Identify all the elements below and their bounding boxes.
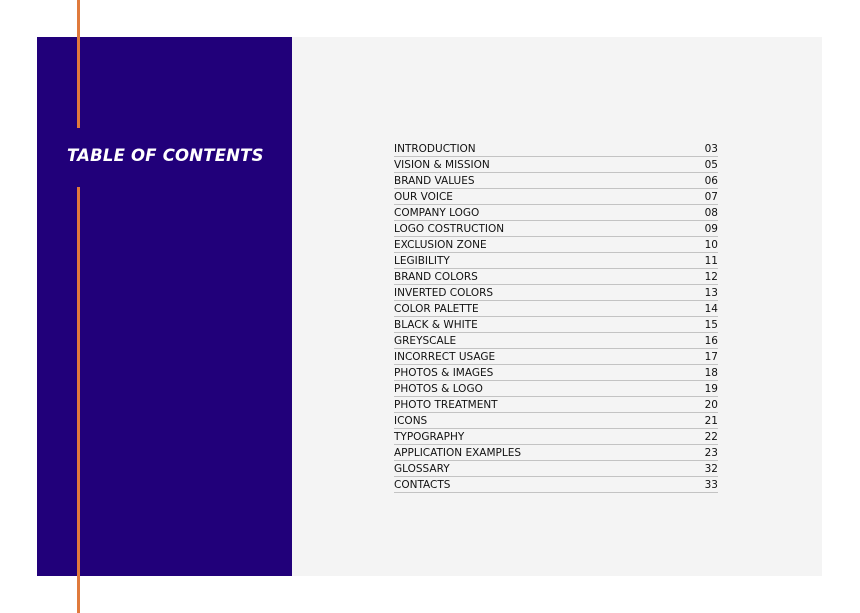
toc-entry-label: COMPANY LOGO <box>394 207 480 219</box>
toc-entry-label: EXCLUSION ZONE <box>394 239 487 251</box>
toc-entry-label: LEGIBILITY <box>394 255 450 267</box>
toc-entry-label: COLOR PALETTE <box>394 303 479 315</box>
toc-entry[interactable] <box>394 333 718 349</box>
toc-entry-label: GLOSSARY <box>394 463 450 475</box>
toc-entry[interactable] <box>394 461 718 477</box>
toc-entry[interactable] <box>394 301 718 317</box>
toc-entry-label: PHOTOS & LOGO <box>394 383 483 395</box>
toc-entry[interactable] <box>394 269 718 285</box>
toc-entry[interactable] <box>394 141 718 157</box>
toc-entry-label: INTRODUCTION <box>394 143 476 155</box>
toc-entry-page-number: 16 <box>704 335 718 347</box>
accent-line-bottom <box>77 187 80 613</box>
toc-entry-label: ICONS <box>394 415 428 427</box>
toc-entry[interactable] <box>394 205 718 221</box>
toc-entry-page-number: 13 <box>704 287 718 299</box>
toc-entry-label: GREYSCALE <box>394 335 457 347</box>
toc-entry[interactable] <box>394 445 718 461</box>
toc-entry-page-number: 19 <box>704 383 718 395</box>
toc-entry-page-number: 21 <box>704 415 718 427</box>
cover-panel <box>37 37 292 576</box>
toc-entry[interactable] <box>394 477 718 493</box>
toc-entry-page-number: 17 <box>704 351 718 363</box>
toc-entry-label: INCORRECT USAGE <box>394 351 496 363</box>
toc-entry[interactable] <box>394 157 718 173</box>
page-title: TABLE OF CONTENTS <box>67 146 264 165</box>
toc-entry[interactable] <box>394 285 718 301</box>
toc-entry-page-number: 33 <box>704 479 718 491</box>
toc-entry[interactable] <box>394 253 718 269</box>
toc-entry-label: PHOTO TREATMENT <box>394 399 498 411</box>
toc-entry[interactable] <box>394 381 718 397</box>
toc-entry-page-number: 07 <box>704 191 718 203</box>
toc-entry-page-number: 14 <box>704 303 718 315</box>
toc-entry-page-number: 10 <box>704 239 718 251</box>
accent-line-top <box>77 0 80 128</box>
toc-entry-label: OUR VOICE <box>394 191 453 203</box>
toc-entry-page-number: 08 <box>704 207 718 219</box>
toc-entry-page-number: 18 <box>704 367 718 379</box>
toc-entry[interactable] <box>394 349 718 365</box>
toc-entry-page-number: 20 <box>704 399 718 411</box>
toc-entry-page-number: 22 <box>704 431 718 443</box>
toc-entry-label: CONTACTS <box>394 479 451 491</box>
toc-entry-page-number: 06 <box>704 175 718 187</box>
toc-entry-label: VISION & MISSION <box>394 159 490 171</box>
toc-entry-label: BLACK & WHITE <box>394 319 478 331</box>
toc-entry[interactable] <box>394 397 718 413</box>
toc-entry[interactable] <box>394 173 718 189</box>
toc-entry[interactable] <box>394 429 718 445</box>
table-of-contents-list <box>394 141 718 493</box>
toc-entry[interactable] <box>394 317 718 333</box>
toc-entry-page-number: 23 <box>704 447 718 459</box>
toc-entry-page-number: 12 <box>704 271 718 283</box>
toc-entry-label: BRAND COLORS <box>394 271 478 283</box>
toc-entry-page-number: 32 <box>704 463 718 475</box>
toc-entry-label: APPLICATION EXAMPLES <box>394 447 522 459</box>
toc-entry-page-number: 11 <box>704 255 718 267</box>
toc-entry[interactable] <box>394 237 718 253</box>
toc-entry-page-number: 09 <box>704 223 718 235</box>
toc-entry-label: PHOTOS & IMAGES <box>394 367 494 379</box>
toc-entry-page-number: 03 <box>704 143 718 155</box>
toc-entry-page-number: 15 <box>704 319 718 331</box>
toc-entry-label: LOGO COSTRUCTION <box>394 223 505 235</box>
toc-entry[interactable] <box>394 221 718 237</box>
toc-entry[interactable] <box>394 365 718 381</box>
toc-entry[interactable] <box>394 413 718 429</box>
toc-entry-page-number: 05 <box>704 159 718 171</box>
toc-entry-label: TYPOGRAPHY <box>394 431 465 443</box>
toc-entry[interactable] <box>394 189 718 205</box>
toc-entry-label: BRAND VALUES <box>394 175 475 187</box>
toc-entry-label: INVERTED COLORS <box>394 287 494 299</box>
